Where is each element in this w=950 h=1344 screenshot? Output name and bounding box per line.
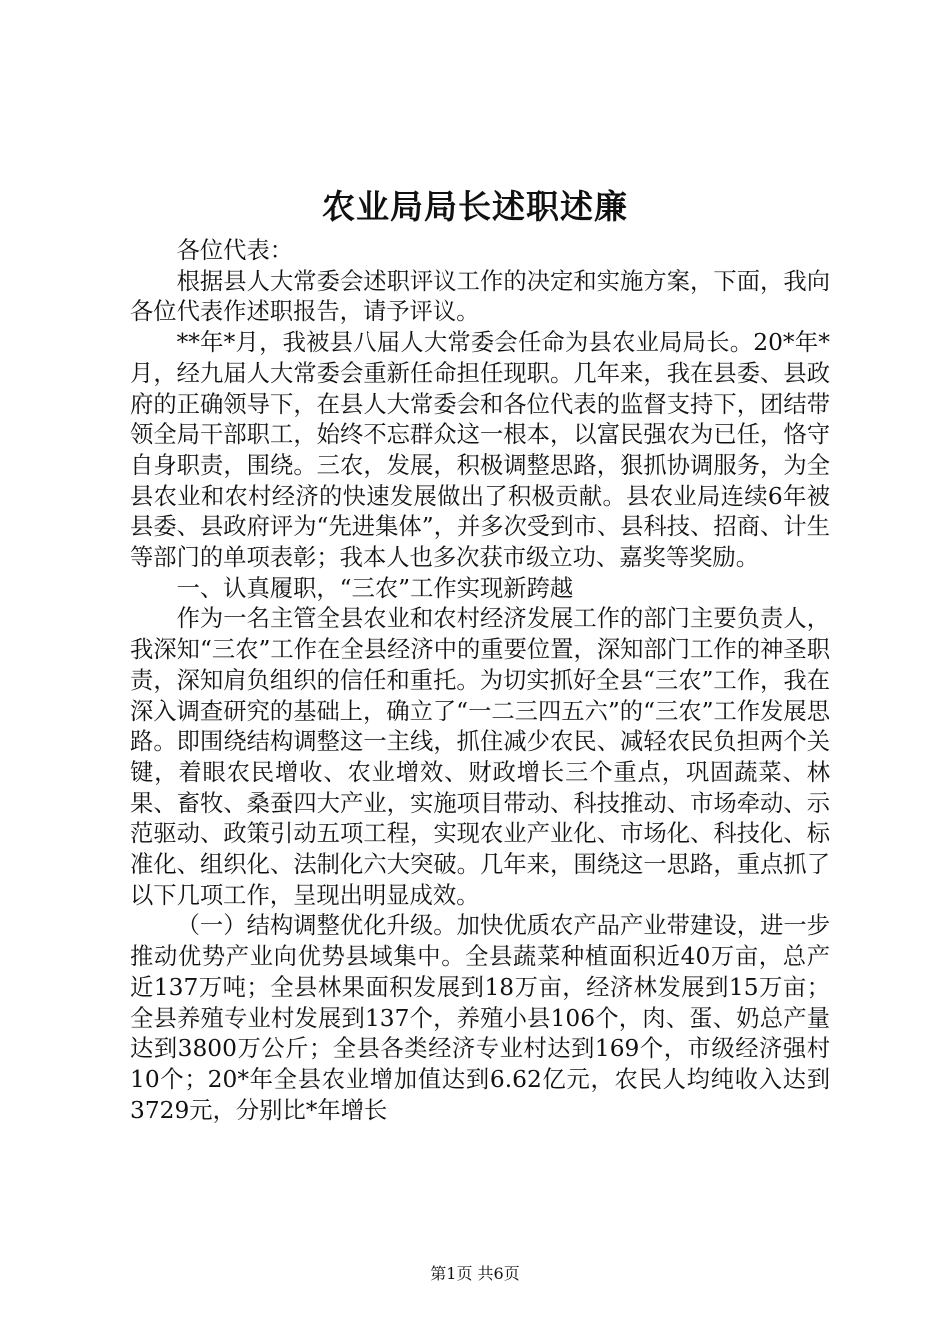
document-body <box>130 236 830 1126</box>
paragraph-appointment: **年*月，我被县八届人大常委会任命为县农业局局长。20*年*月，经九届人大常委会重新任命担任现职。几年来，我在县委、县政府的正确领导下，在县人大常委会和各位代表的监督支持下，团结带领全局干部职工，始终不忘群众这一根本，以富民强农为已任，恪守自身职责，围绕。三农，发展，积极调整思路，狠抓协调服务，为全县农业和农村经济的快速发展做出了积极贡献。县农业局连续6年被县委、县政府评为“先进集体”，并多次受到市、县科技、招商、计生等部门的单项表彰；我本人也多次获市级立功、嘉奖等奖励。 <box>130 329 830 572</box>
section-heading-1: 一、认真履职，“三农”工作实现新跨越 <box>176 574 574 602</box>
paragraph-intro: 根据县人大常委会述职评议工作的决定和实施方案，下面，我向各位代表作述职报告，请予评议。 <box>130 267 830 326</box>
paragraph-strategy: 作为一名主管全县农业和农村经济发展工作的部门主要负责人，我深知“三农”工作在全县经济中的重要位置，深知部门工作的神圣职责，深知肩负组织的信任和重托。为切实抓好全县“三农”工作，我在深入调查研究的基础上，确立了“一二三四五六”的“三农”工作发展思路。即围绕结构调整这一主线，抓住减少农民、减轻农民负担两个关键，着眼农民增收、农业增效、财政增长三个重点，巩固蔬菜、林果、畜牧、桑蚕四大产业，实施项目带动、科技推动、市场牵动、示范驱动、政策引动五项工程，实现农业产业化、市场化、科技化、标准化、组织化、法制化六大突破。几年来，围绕这一思路，重点抓了以下几项工作，呈现出明显成效。 <box>130 605 830 909</box>
page-footer: 第1页 共6页 <box>430 1264 520 1283</box>
salutation: 各位代表： <box>176 237 294 264</box>
paragraph-structure-adjustment: （一）结构调整优化升级。加快优质农产品产业带建设，进一步推动优势产业向优势县域集中。全县蔬菜种植面积近40万亩，总产近137万吨；全县林果面积发展到18万亩，经济林发展到15万亩；全县养殖专业村发展到137个，养殖小县106个，肉、蛋、奶总产量达到3800万公斤；全县各类经济专业村达到169个，市级经济强村10个；20*年全县农业增加值达到6.62亿元，农民人均纯收入达到3729元，分别比*年增长 <box>130 912 830 1124</box>
document-title: 农业局局长述职述廉 <box>322 187 628 226</box>
